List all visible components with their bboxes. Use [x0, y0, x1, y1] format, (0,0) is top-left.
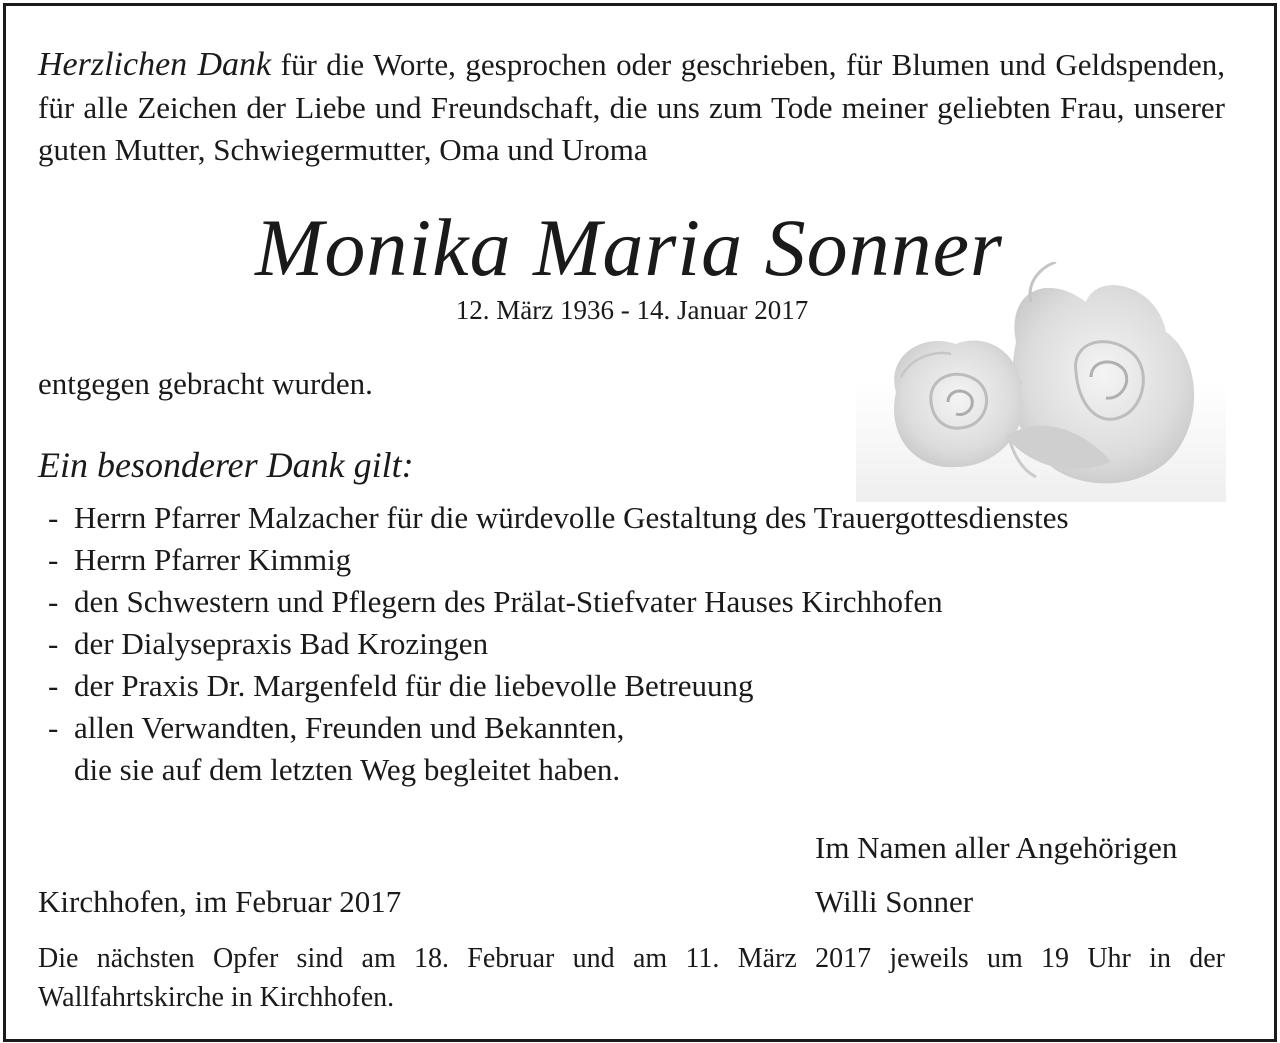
list-item [48, 707, 1069, 791]
signer-name: Willi Sonner [815, 884, 974, 919]
list-item [48, 623, 1069, 665]
dash-bullet: - [48, 584, 59, 619]
deceased-name: Monika Maria Sonner [255, 202, 1003, 293]
dash-bullet: - [48, 668, 59, 703]
list-item [48, 581, 1069, 623]
list-item-text: den Schwestern und Pflegern des Prälat-Stiefvater Hauses Kirchhofen [74, 584, 943, 619]
list-item [48, 539, 1069, 581]
on-behalf-line: Im Namen aller Angehörigen [815, 830, 1178, 865]
dash-bullet: - [48, 500, 59, 535]
list-item-text: Herrn Pfarrer Malzacher für die würdevolle Gestaltung des Trauergottesdienstes [74, 500, 1069, 535]
list-item [48, 665, 1069, 707]
service-note: Die nächsten Opfer sind am 18. Februar und am 11. März 2017 jeweils um 19 Uhr in der Wallfahrtskirche in Kirchhofen. [38, 943, 1225, 1013]
life-dates: 12. März 1936 - 14. Januar 2017 [455, 295, 809, 325]
dash-bullet: - [48, 626, 59, 661]
intro-lead: Herzlichen Dank [38, 46, 272, 83]
continuation-text: entgegen gebracht wurden. [38, 366, 373, 401]
dash-bullet: - [48, 542, 59, 577]
place-date: Kirchhofen, im Februar 2017 [38, 884, 402, 919]
list-item-text: der Dialysepraxis Bad Krozingen [74, 626, 489, 661]
thanks-list [48, 497, 1069, 791]
intro-text: für die Worte, gesprochen oder geschrieben, für Blumen und Geldspenden, für alle Zeichen der Liebe und Freundschaft, die uns zum Tode meiner geliebten Frau, unserer guten Mutter, Schwiegermutter, Oma und Uroma [38, 47, 1225, 167]
list-item [48, 497, 1069, 539]
dash-bullet: - [48, 710, 59, 745]
list-item-text: allen Verwandten, Freunden und Bekannten, die sie auf dem letzten Weg begleitet haben. [74, 710, 625, 787]
list-item-text: der Praxis Dr. Margenfeld für die liebevolle Betreuung [74, 668, 754, 703]
list-item-text: Herrn Pfarrer Kimmig [74, 542, 352, 577]
intro-paragraph [38, 44, 1225, 172]
special-thanks-heading: Ein besonderer Dank gilt: [38, 445, 414, 485]
